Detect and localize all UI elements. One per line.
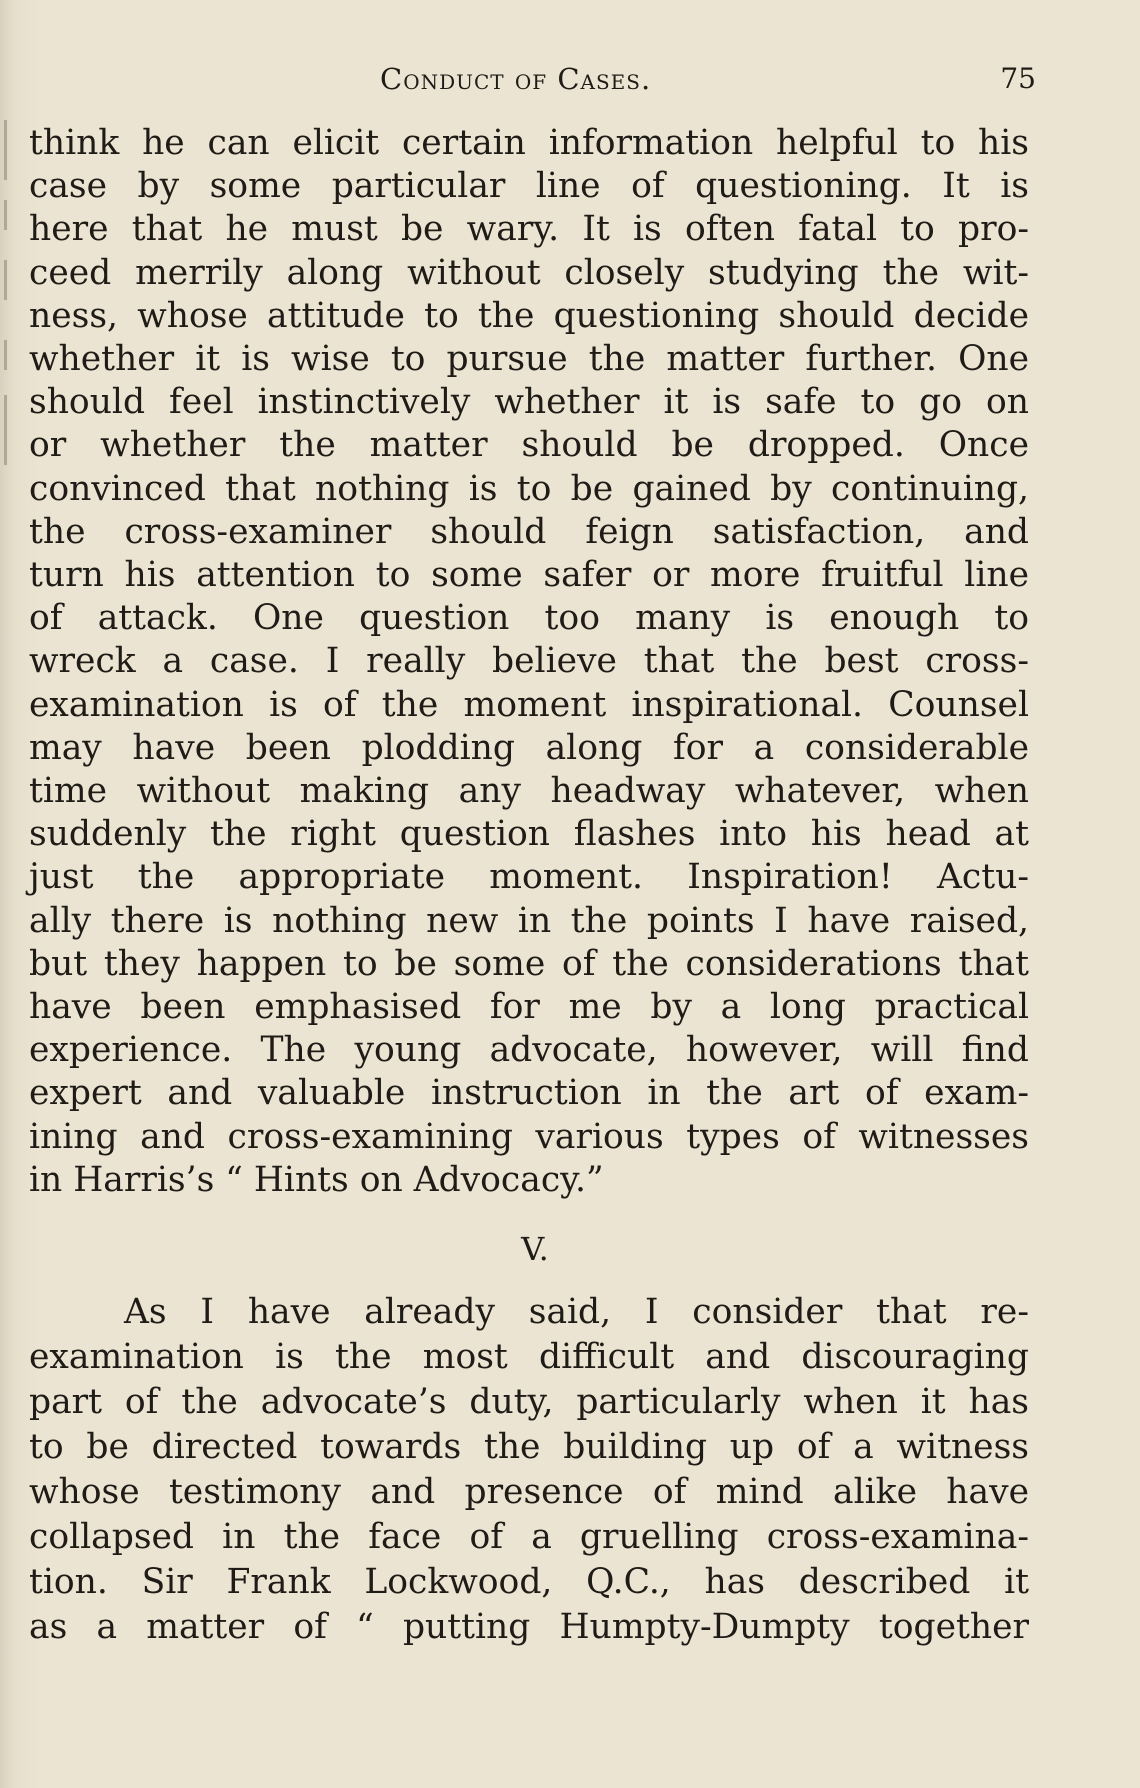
text-line: but they happen to be some of the considerations that	[29, 943, 1029, 984]
text-line: ining and cross-examining various types of witnesses	[29, 1116, 1029, 1157]
gutter-shadow	[4, 120, 7, 180]
text-line: to be directed towards the building up of a witness	[29, 1427, 1029, 1467]
text-line: examination is the most difficult and discouraging	[29, 1337, 1029, 1377]
text-line: case by some particular line of questioning. It is	[29, 166, 1029, 207]
text-line: turn his attention to some safer or more fruitful line	[29, 555, 1029, 596]
text-line: or whether the matter should be dropped. Once	[29, 425, 1029, 466]
text-line: tion. Sir Frank Lockwood, Q.C., has described it	[29, 1562, 1029, 1602]
text-line: As I have already said, I consider that re-	[124, 1292, 1029, 1332]
text-line: ally there is nothing new in the points I have raised,	[29, 900, 1029, 941]
text-line: should feel instinctively whether it is safe to go on	[29, 382, 1029, 423]
text-line: ceed merrily along without closely studying the wit-	[29, 252, 1029, 293]
section-numeral: V.	[521, 1230, 549, 1268]
text-line: part of the advocate’s duty, particularly when it has	[29, 1382, 1029, 1422]
text-line: whose testimony and presence of mind alike have	[29, 1472, 1029, 1512]
text-line: collapsed in the face of a gruelling cross-examina-	[29, 1517, 1029, 1557]
text-line: as a matter of “ putting Humpty-Dumpty together	[29, 1607, 1029, 1647]
text-line: here that he must be wary. It is often fatal to pro-	[29, 209, 1029, 250]
text-line: just the appropriate moment. Inspiration! Actu-	[29, 857, 1029, 898]
gutter-shadow	[4, 260, 7, 300]
text-line: expert and valuable instruction in the art of exam-	[29, 1073, 1029, 1114]
text-line: convinced that nothing is to be gained by continuing,	[29, 468, 1029, 509]
gutter-shadow	[4, 435, 7, 465]
text-line: wreck a case. I really believe that the best cross-	[29, 641, 1029, 682]
text-line: think he can elicit certain information helpful to his	[29, 123, 1029, 163]
text-line: may have been plodding along for a considerable	[29, 727, 1029, 768]
text-line: the cross-examiner should feign satisfaction, and	[29, 511, 1029, 552]
text-line: suddenly the right question flashes into his head at	[29, 814, 1029, 855]
text-line: in Harris’s “ Hints on Advocacy.”	[29, 1159, 604, 1200]
text-line: ness, whose attitude to the questioning should decide	[29, 295, 1029, 336]
text-line: examination is of the moment inspirational. Counsel	[29, 684, 1029, 725]
page-header	[380, 62, 1040, 102]
text-line: experience. The young advocate, however, will find	[29, 1030, 1029, 1071]
gutter-shadow	[4, 340, 7, 370]
paragraph-2	[29, 1290, 1029, 1650]
text-line: whether it is wise to pursue the matter further. One	[29, 339, 1029, 380]
running-title: Conduct of Cases.	[380, 62, 652, 96]
gutter-shadow	[4, 200, 7, 230]
text-line: time without making any headway whatever, when	[29, 771, 1029, 812]
text-line: have been emphasised for me by a long practical	[29, 987, 1029, 1028]
text-line: of attack. One question too many is enough to	[29, 598, 1029, 639]
page-number: 75	[1000, 62, 1036, 95]
paragraph-1	[29, 122, 1029, 1202]
gutter-shadow	[4, 395, 7, 435]
